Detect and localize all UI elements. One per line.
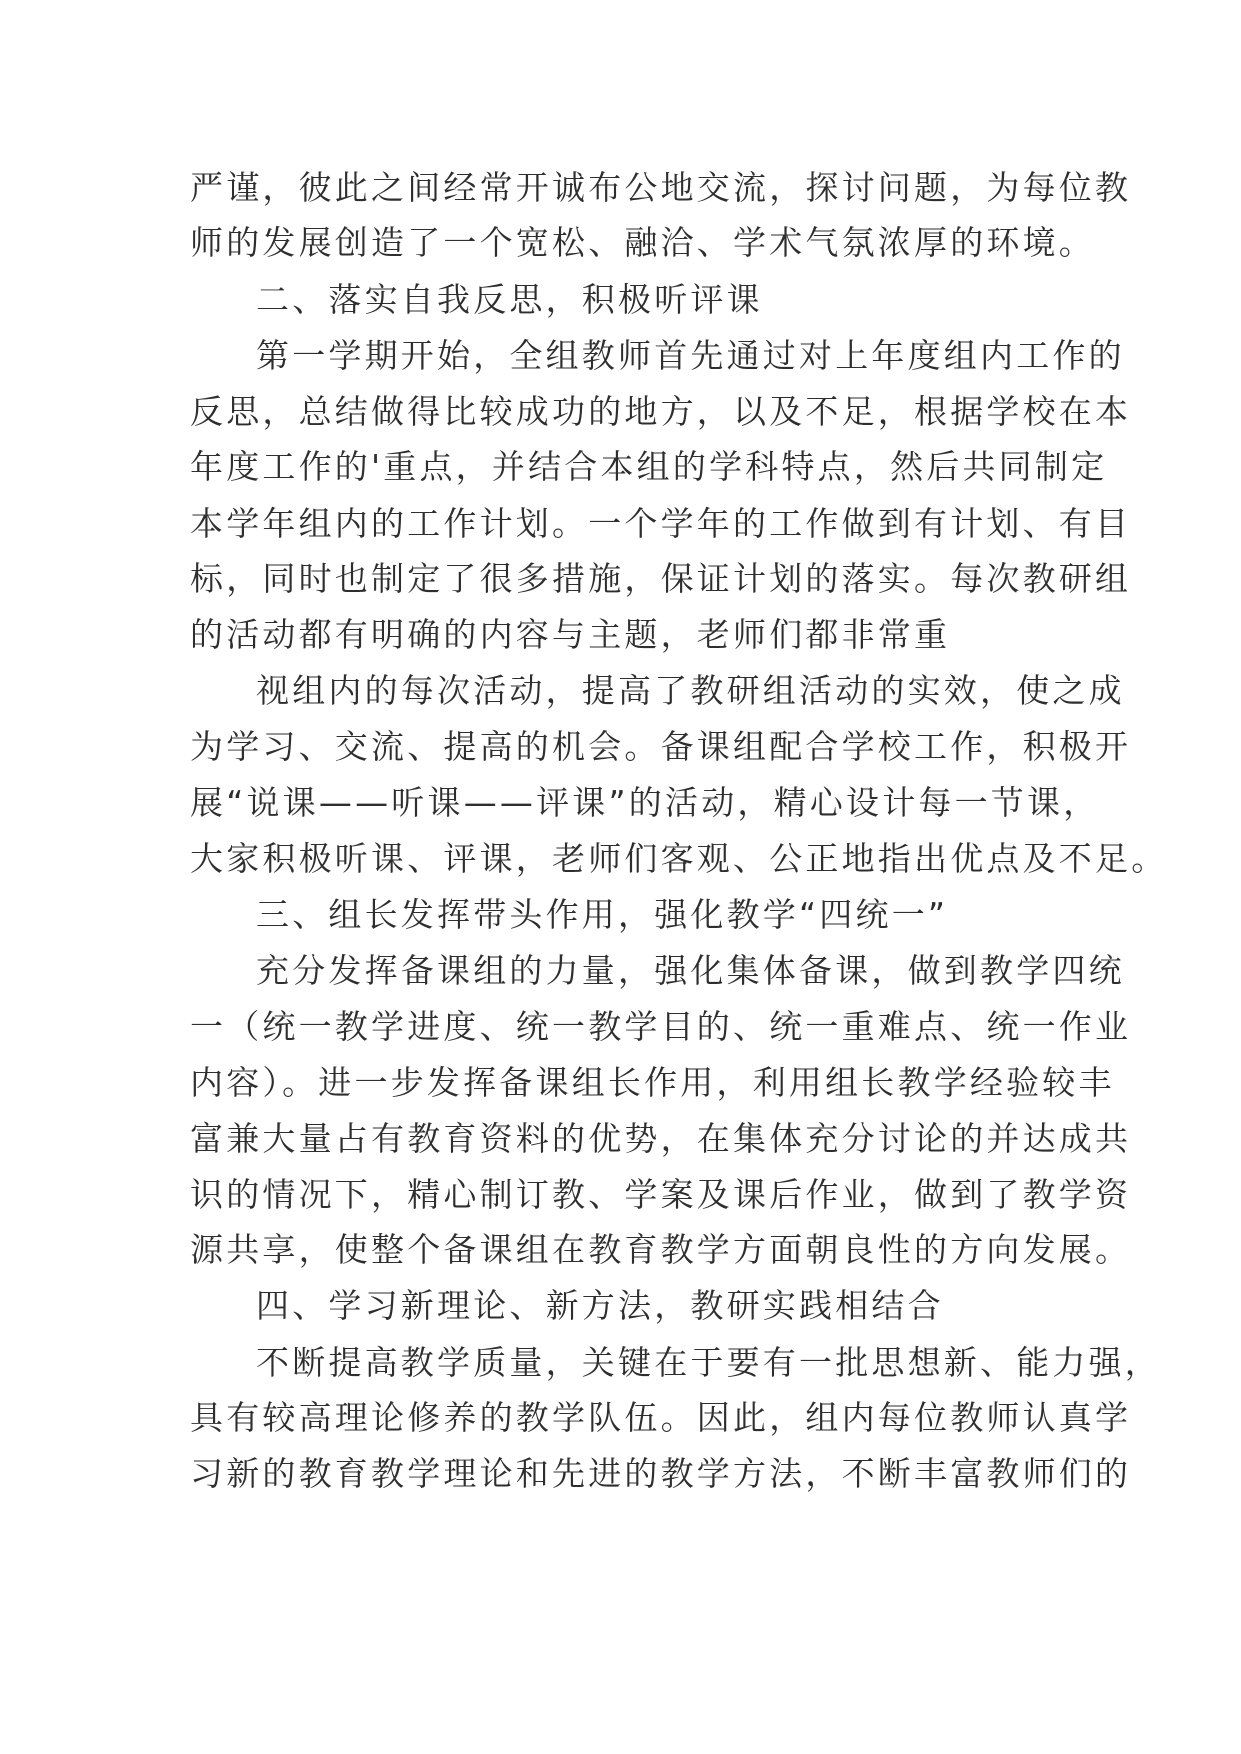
body-text-line: 习新的教育教学理论和先进的教学方法，不断丰富教师们的 <box>190 1454 1132 1493</box>
paragraph-first-line: 不断提高教学质量，关键在于要有一批思想新、能力强， <box>256 1343 1161 1382</box>
paragraph-first-line: 视组内的每次活动，提高了教研组活动的实效，使之成 <box>256 671 1125 710</box>
paragraph-first-line: 充分发挥备课组的力量，强化集体备课，做到教学四统 <box>256 951 1125 990</box>
paragraph-first-line: 第一学期开始，全组教师首先通过对上年度组内工作的 <box>256 336 1125 375</box>
body-text-line: 具有较高理论修养的教学队伍。因此，组内每位教师认真学 <box>190 1398 1132 1437</box>
body-text-line: 识的情况下，精心制订教、学案及课后作业，做到了教学资 <box>190 1175 1132 1214</box>
body-text-line: 标，同时也制定了很多措施，保证计划的落实。每次教研组 <box>190 559 1132 598</box>
body-text-line: 的活动都有明确的内容与主题，老师们都非常重 <box>190 615 951 654</box>
body-text-line: 为学习、交流、提高的机会。备课组配合学校工作，积极开 <box>190 727 1132 766</box>
body-text-line: 反思，总结做得比较成功的地方，以及不足，根据学校在本 <box>190 392 1132 431</box>
body-text-line: 严谨，彼此之间经常开诚布公地交流，探讨问题，为每位教 <box>190 168 1132 207</box>
body-text-line: 本学年组内的工作计划。一个学年的工作做到有计划、有目 <box>190 504 1132 543</box>
section-heading: 三、组长发挥带头作用，强化教学“四统一” <box>256 895 949 934</box>
body-text-line: 年度工作的'重点，并结合本组的学科特点，然后共同制定 <box>190 447 1108 486</box>
body-text-line: 富兼大量占有教育资料的优势，在集体充分讨论的并达成共 <box>190 1119 1132 1158</box>
body-text-line: 大家积极听课、评课，老师们客观、公正地指出优点及不足。 <box>190 839 1168 878</box>
body-text-line: 一（统一教学进度、统一教学目的、统一重难点、统一作业 <box>190 1007 1132 1046</box>
body-text-line: 师的发展创造了一个宽松、融洽、学术气氛浓厚的环境。 <box>190 223 1095 262</box>
body-text-line: 源共享，使整个备课组在教育教学方面朝良性的方向发展。 <box>190 1230 1132 1269</box>
section-heading: 四、学习新理论、新方法，教研实践相结合 <box>256 1286 944 1325</box>
body-text-line: 内容）。进一步发挥备课组长作用，利用组长教学经验较丰 <box>190 1063 1115 1102</box>
body-text-line: 展“说课——听课——评课”的活动，精心设计每一节课， <box>190 783 1100 822</box>
section-heading: 二、落实自我反思，积极听评课 <box>256 280 763 319</box>
